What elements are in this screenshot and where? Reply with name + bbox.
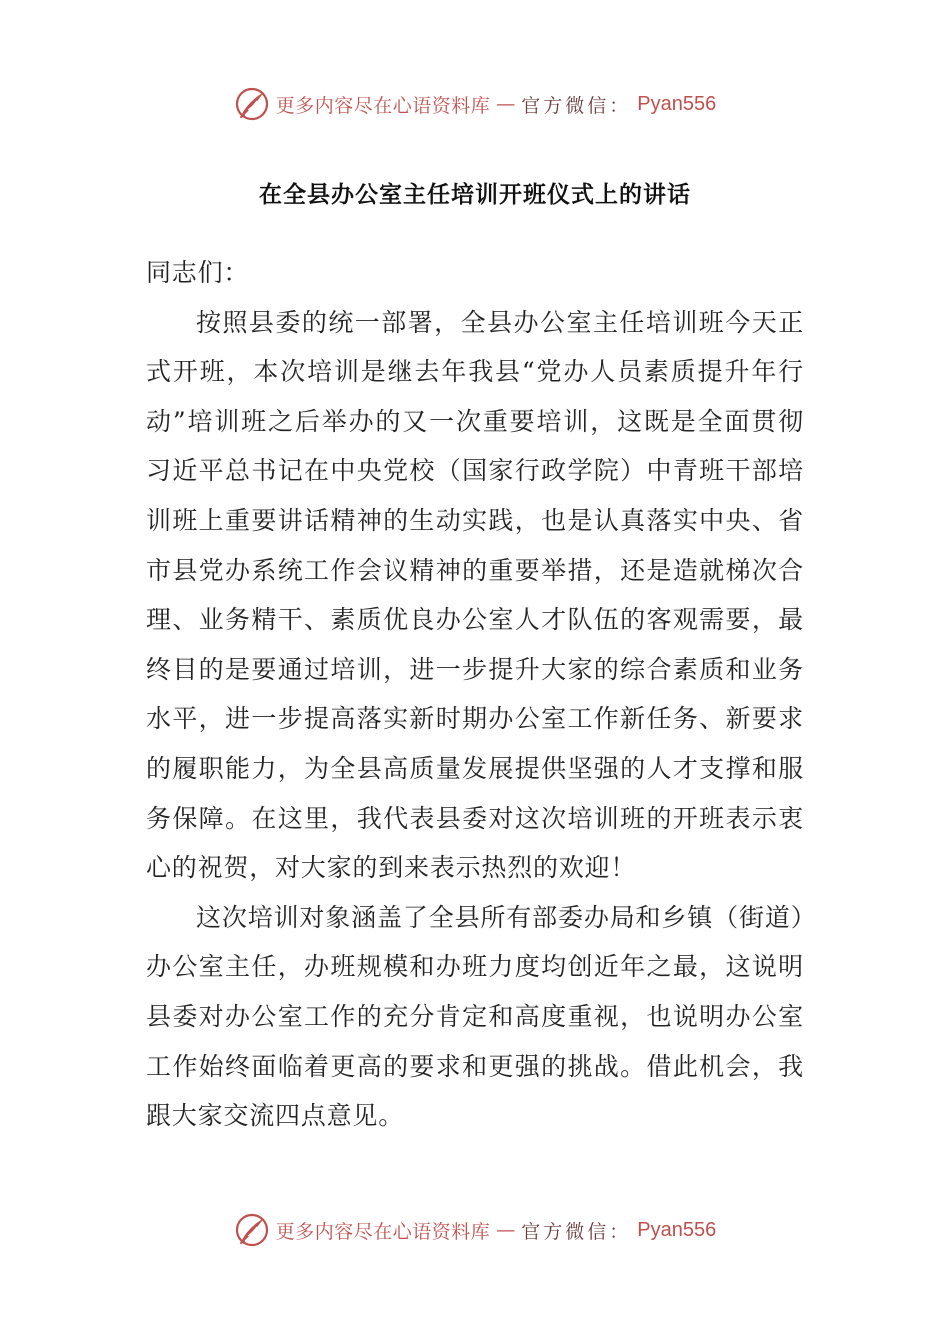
watermark-text: 更多内容尽在心语资料库 — [275, 94, 491, 117]
watermark-dash: — — [496, 93, 516, 115]
paragraph-2: 这次培训对象涵盖了全县所有部委办局和乡镇（街道）办公室主任，办班规模和办班力度均创近年之最，这说明县委对办公室工作的充分肯定和高度重视，也说明办公室工作始终面临着更高的要求和更强的挑战。借此机会，我跟大家交流四点意见。 — [146, 902, 804, 1131]
header-watermark — [0, 82, 950, 126]
footer-watermark — [0, 1208, 950, 1252]
watermark-wechat-label: 官方微信： — [521, 1220, 632, 1243]
greeting: 同志们： — [146, 258, 250, 287]
watermark-wechat-label: 官方微信： — [521, 94, 632, 117]
document-title: 在全县办公室主任培训开班仪式上的讲话 — [259, 182, 691, 208]
watermark-wechat-id: Pyan556 — [637, 1218, 717, 1241]
pen-logo-icon — [234, 86, 270, 122]
pen-logo-icon — [234, 1212, 270, 1248]
watermark-wechat-id: Pyan556 — [637, 92, 717, 115]
document-body — [146, 248, 804, 1141]
watermark-text: 更多内容尽在心语资料库 — [275, 1220, 491, 1243]
paragraph-1: 按照县委的统一部署，全县办公室主任培训班今天正式开班，本次培训是继去年我县“党办人员素质提升年行动”培训班之后举办的又一次重要培训，这既是全面贯彻习近平总书记在中央党校（国家行政学院）中青班干部培训班上重要讲话精神的生动实践，也是认真落实中央、省市县党办系统工作会议精神的重要举措，还是造就梯次合理、业务精干、素质优良办公室人才队伍的客观需要，最终目的是要通过培训，进一步提升大家的综合素质和业务水平，进一步提高落实新时期办公室工作新任务、新要求的履职能力，为全县高质量发展提供坚强的人才支撑和服务保障。在这里，我代表县委对这次培训班的开班表示衷心的祝贺，对大家的到来表示热烈的欢迎！ — [146, 307, 804, 883]
watermark-dash: — — [496, 1219, 516, 1241]
